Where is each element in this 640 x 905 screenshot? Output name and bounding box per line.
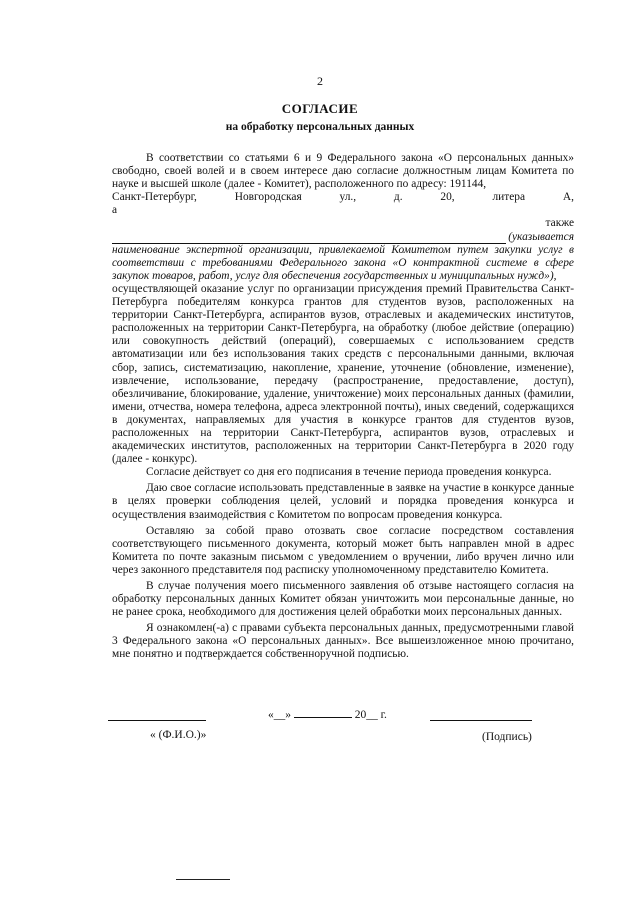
destruction-paragraph: В случае получения моего письменного заявления об отзыве настоящего согласия на обработку персональных данных Комитет обязан уничтожить мои персональные данные, но не ранее срока, необходимого для достижения целей обработки моих персональных данных. xyxy=(112,580,574,619)
address-letter-label: литера xyxy=(492,191,526,204)
document-title: СОГЛАСИЕ xyxy=(281,101,359,116)
validity-paragraph: Согласие действует со дня его подписания в течение периода проведения конкурса. xyxy=(146,466,552,479)
organization-note-start: (указывается xyxy=(508,230,574,243)
also-a-line: а xyxy=(112,204,118,217)
organization-note: наименование экспертной организации, привлекаемой Комитетом путем закупки услуг в соответствии с требованиями Федерального закона «О контрактной системе в сфере закупок товаров, работ, услуг для обеспечения государственных и муниципальных нужд»), xyxy=(112,243,574,282)
date-year: 20__ г. xyxy=(354,709,387,721)
date-field xyxy=(268,707,387,721)
organization-blank-line xyxy=(112,231,574,244)
revocation-paragraph: Оставляю за собой право отозвать свое согласие посредством составления соответствующего письменного документа, который может быть направлен мной в адрес Комитета по почте заказным письмом с уведомлением о вручении, либо вручен лично или через законного представителя под расписку уполномоченному представителю Комитета. xyxy=(112,524,574,576)
date-month-blank xyxy=(294,707,352,718)
main-paragraph: осуществляющей оказание услуг по организации присуждения премий Правительства Санкт-Петербурга победителям конкурса грантов для студентов вузов, расположенных на территории Санкт-Петербурга, аспирантов вузов, отраслевых и академических институтов, расположенных на территории Санкт-Петербурга, на обработку (любое действие (операцию) или совокупность действий (операций), совершаемых с использованием средств автоматизации или без использования таких средств с персональными данными, включая сбор, запись, систематизацию, накопление, хранение, уточнение (обновление, изменение), извлечение, использование, передачу (распространение, предоставление, доступ), обезличивание, блокирование, удаление, уничтожение) моих персональных данных (фамилии, имени, отчества, номера телефона, адреса электронной почты), иных сведений, содержащихся в документах, направляемых для участия в конкурсе грантов для студентов вузов, расположенных на территории Санкт-Петербурга, аспирантов вузов, отраслевых и академических институтов, расположенных на территории Санкт-Петербурга в 2020 году (далее - конкурс). xyxy=(112,282,574,466)
address-house-number: 20, xyxy=(440,191,455,204)
signature-label: (Подпись) xyxy=(482,731,532,743)
acknowledgement-paragraph: Я ознакомлен(-а) с правами субъекта персональных данных, предусмотренными главой 3 Федерального закона «О персональных данных». Все вышеизложенное мною прочитано, мне понятно и подтверждается собственноручной подписью. xyxy=(112,622,574,661)
page-number: 2 xyxy=(317,74,323,88)
intro-paragraph: В соответствии со статьями 6 и 9 Федерального закона «О персональных данных» свободно, своей волей и в своем интересе даю согласие должностным лицам Комитета по науке и высшей школе (далее - Комитет), расположенного по адресу: 191144, xyxy=(112,152,574,191)
address-house-label: д. xyxy=(393,191,403,204)
address-street: Новгородская xyxy=(234,191,302,204)
address-street-type: ул., xyxy=(339,191,357,204)
document-body xyxy=(112,152,574,662)
document-subtitle: на обработку персональных данных xyxy=(225,121,415,133)
address-letter: А, xyxy=(562,191,574,204)
footer-rule xyxy=(176,879,230,880)
signature-block xyxy=(0,701,640,761)
address-line xyxy=(112,191,574,204)
fio-label: « (Ф.И.О.)» xyxy=(150,729,207,741)
fio-blank xyxy=(108,719,206,721)
signature-blank xyxy=(430,719,532,721)
also-line: также xyxy=(545,217,574,230)
usage-paragraph: Даю свое согласие использовать представленные в заявке на участие в конкурсе данные в целях проверки соблюдения целей, условий и порядка проведения конкурса и осуществления взаимодействия с Комитетом по вопросам проведения конкурса. xyxy=(112,482,574,521)
address-city: Санкт-Петербург, xyxy=(112,191,197,204)
organization-blank xyxy=(112,232,506,244)
date-day: «__» xyxy=(268,709,291,721)
